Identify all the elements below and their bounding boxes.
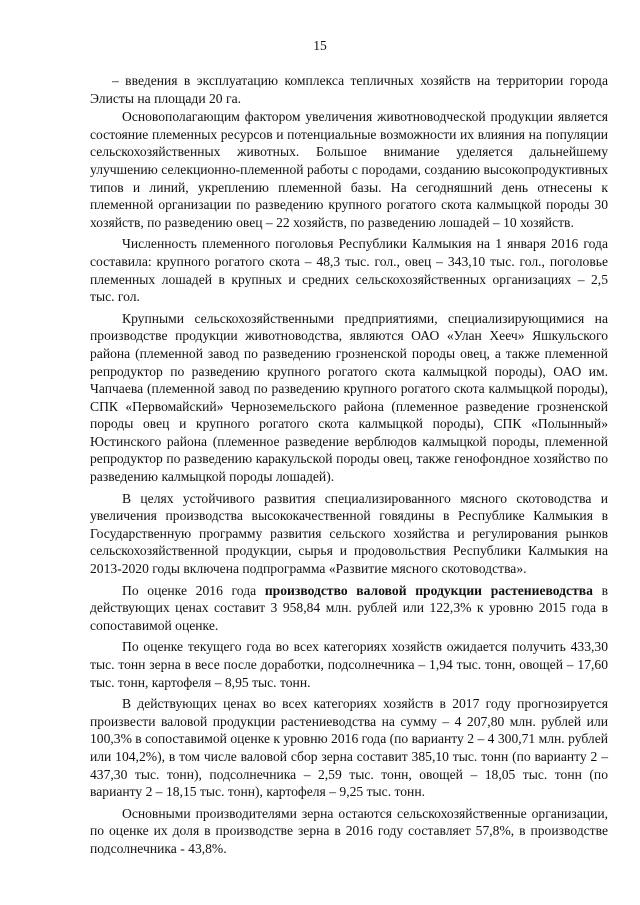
page-number: 15: [313, 38, 327, 53]
paragraph-breeding-resources: Основополагающим фактором увеличения животноводческой продукции является состояние племенных ресурсов и потенциальные возможности их влияния на популяции сельскохозяйственных животных. Большое внимание уделяется дальнейшему улучшению селекционно-племенной работы с породами, созданию высокопродуктивных типов и линий, укреплению племенной базы. На сегодняшний день отнесены к племенной организации по разведению крупного рогатого скота калмыцкой породы 30 хозяйств, по разведению овец – 22 хозяйств, по разведению лошадей – 10 хозяйств.: [90, 109, 608, 230]
crop-production-rest: в действующих ценах составит 3 958,84 млн. рублей или 122,3% к уровню 2015 года в сопоставимой оценке.: [90, 582, 608, 633]
paragraph-2017-forecast: В действующих ценах во всех категориях хозяйств в 2017 году прогнозируется произвести валовой продукции растениеводства на сумму – 4 207,80 млн. рублей или 100,3% в сопоставимой оценке к уровню 2016 года (по варианту 2 – 4 300,71 млн. рублей или 104,2%), в том числе валовой сбор зерна составит 385,10 тыс. тонн (по варианту 2 – 437,30 тыс. тонн), подсолнечника – 2,59 тыс. тонн, овощей – 18,05 тыс. тонн (по варианту 2 – 18,15 тыс. тонн), картофеля – 9,25 тыс. тонн.: [90, 696, 608, 800]
paragraph-major-enterprises: Крупными сельскохозяйственными предприятиями, специализирующимися на производстве продукции животноводства, являются ОАО «Улан Хееч» Яшкульского района (племенной завод по разведению грозненской породы овец, а также племенной репродуктор по разведению крупного рогатого скота калмыцкой породы), ОАО им. Чапчаева (племенной завод по разведению крупного рогатого скота калмыцкой породы), СПК «Первомайский» Черноземельского района (племенное разведение грозненской породы овец и крупного рогатого скота калмыцкой породы), СПК «Полынный» Юстинского района (племенное разведение верблюдов калмыцкой породы, племенной репродуктор по разведению каракульской породы овец, также генофондное хозяйство по разведению калмыцкой породы лошадей).: [90, 310, 608, 485]
paragraph-livestock-count: Численность племенного поголовья Республики Калмыкия на 1 января 2016 года составила: крупного рогатого скота – 48,3 тыс. гол., овец – 343,10 тыс. гол., поголовье племенных лошадей в крупных и средних сельскохозяйственных организациях – 2,5 тыс. гол.: [90, 236, 608, 305]
crop-production-emphasis: производство валовой продукции растениеводства: [264, 582, 593, 598]
crop-production-lead: По оценке 2016 года: [122, 582, 265, 598]
document-body: [90, 72, 608, 862]
paragraph-greenhouse: – введения в эксплуатацию комплекса тепличных хозяйств на территории города Элисты на площади 20 га.: [90, 73, 608, 106]
paragraph-crop-production: [90, 582, 608, 635]
paragraph-harvest-estimate: По оценке текущего года во всех категориях хозяйств ожидается получить 433,30 тыс. тонн зерна в весе после доработки, подсолнечника – 1,94 тыс. тонн, овощей – 17,60 тыс. тонн, картофеля – 8,95 тыс. тонн.: [90, 639, 608, 690]
paragraph-beef-program: В целях устойчивого развития специализированного мясного скотоводства и увеличения производства высококачественной говядины в Республике Калмыкия в Государственную программу развития сельского хозяйства и регулирования рынков сельскохозяйственной продукции, сырья и продовольствия Республики Калмыкия на 2013-2020 годы включена подпрограмма «Развитие мясного скотоводства».: [90, 490, 608, 577]
paragraph-grain-producers: Основными производителями зерна остаются сельскохозяйственные организации, по оценке их доля в производстве зерна в 2016 году составляет 57,8%, в производстве подсолнечника - 43,8%.: [90, 805, 608, 856]
